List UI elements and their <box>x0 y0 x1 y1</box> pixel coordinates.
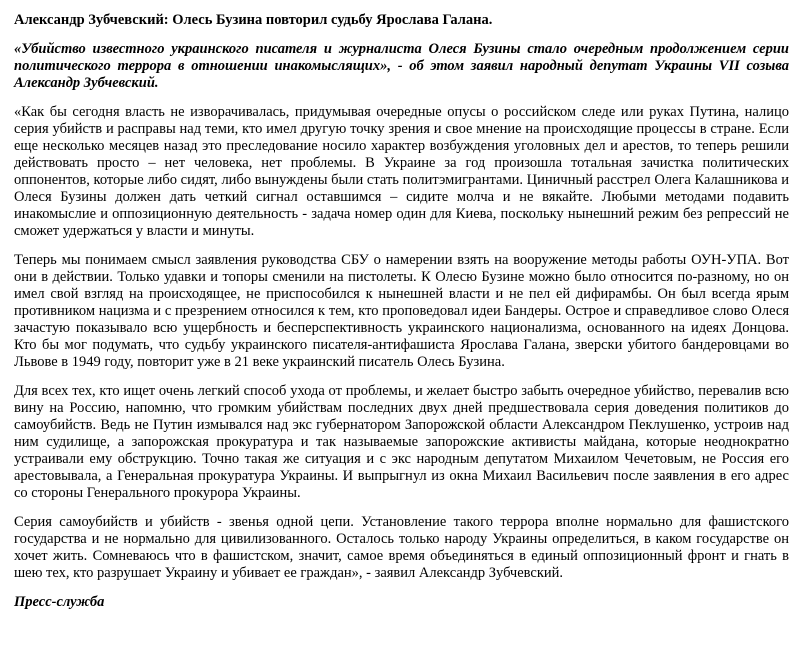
article-paragraph: «Как бы сегодня власть не изворачивалась, придумывая очередные опусы о российском следе или руках Путина, налицо серия убийств и расправы над теми, кто имел другую точку зрения и свое мнение на происходящие процессы в стране. Если еще несколько месяцев назад это преследование носило характер возбуждения уголовных дел и арестов, то теперь решили действовать просто – нет человека, нет проблемы. В Украине за год произошла тотальная зачистка политических оппонентов, которые либо сидят, либо вынуждены были стать политэмигрантами. Циничный расстрел Олега Калашникова и Олеся Бузины должен дать четкий сигнал оставшимся – сидите молча и не вякайте. Любыми методами подавить инакомыслие и оппозиционную деятельность - задача номер один для Киева, поскольку нынешний режим без репрессий не сможет удержаться у власти и минуты. <box>14 104 789 239</box>
article-title: Александр Зубчевский: Олесь Бузина повторил судьбу Ярослава Галана. <box>14 12 493 28</box>
article <box>14 12 789 611</box>
article-lead: «Убийство известного украинского писателя и журналиста Олеся Бузины стало очередным продолжением серии политического террора в отношении инакомыслящих», - об этом заявил народный депутат Украины VII созыва Александр Зубчевский. <box>14 41 789 91</box>
article-paragraph: Теперь мы понимаем смысл заявления руководства СБУ о намерении взять на вооружение методы работы ОУН-УПА. Вот они в действии. Только удавки и топоры сменили на пистолеты. К Олесю Бузине можно было относится по-разному, но он имел свой взгляд на происходящее, не приспособился к нынешней власти и не пел ей дифирамбы. Он был всегда ярым противником нацизма и с презрением относился к тем, кто проповедовал идеи Бандеры. Острое и справедливое слово Олеся зачастую показывало всю ущербность и бесперспективность украинского национализма, основанного на идеях Донцова. Кто бы мог подумать, что судьбу украинского писателя-антифашиста Ярослава Галана, зверски убитого бандеровцами во Львове в 1949 году, повторит уже в 21 веке украинский писатель Олесь Бузина. <box>14 252 789 370</box>
article-paragraph: Серия самоубийств и убийств - звенья одной цепи. Установление такого террора вполне нормально для фашистского государства и не нормально для цивилизованного. Осталось только народу Украины определиться, в каком государстве он хочет жить. Сомневаюсь что в фашистском, значит, самое время объединяться в единый оппозиционный фронт и гнать в шею тех, кто разрушает Украину и убивает ее граждан», - заявил Александр Зубчевский. <box>14 514 789 581</box>
article-paragraph: Для всех тех, кто ищет очень легкий способ ухода от проблемы, и желает быстро забыть очередное убийство, перевалив всю вину на Россию, напомню, что громким убийствам последних двух дней предшествовала серия доведения политиков до самоубийств. Ведь не Путин измывался над экс губернатором Запорожской области Александром Пеклушенко, устроив над ним судилище, а запорожская прокуратура и так называемые запорожские активисты майдана, которые неоднократно устраивали ему обструкцию. Точно такая же ситуация и с экс народным депутатом Михаилом Чечетовым, не Россия его арестовывала, а Генеральная прокуратура Украины. И выпрыгнул из окна Михаил Васильевич после заявления в его адрес со стороны Генерального прокурора Украины. <box>14 383 789 501</box>
press-service-signature: Пресс-служба <box>14 594 105 610</box>
